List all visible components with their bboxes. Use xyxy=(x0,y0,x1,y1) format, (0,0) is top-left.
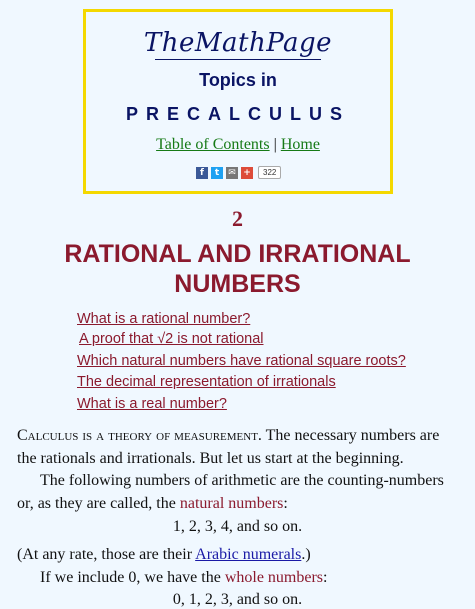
whole-numbers-paragraph xyxy=(40,566,458,589)
share-count: 322 xyxy=(258,166,281,179)
table-of-contents-link[interactable]: Table of Contents xyxy=(156,136,270,153)
header-nav xyxy=(86,136,390,154)
natural-numbers-paragraph xyxy=(17,469,458,515)
whole-numbers-text: If we include 0, we have the xyxy=(40,569,225,586)
whole-numbers-line: 0, 1, 2, 3, and so on. xyxy=(172,591,303,608)
arabic-numerals-close: .) xyxy=(301,546,311,563)
toc-link-rational-number[interactable]: What is a rational number? xyxy=(77,311,251,327)
lesson-title: RATIONAL AND IRRATIONAL NUMBERS xyxy=(64,240,411,298)
toc-link-proof-sqrt2[interactable]: A proof that √2 is not rational xyxy=(79,331,264,347)
toc-link-decimal-representation[interactable]: The decimal representation of irrationals xyxy=(77,374,336,390)
logo-underline xyxy=(155,59,321,60)
site-logo[interactable]: TheMathPage xyxy=(143,28,333,58)
twitter-icon[interactable]: t xyxy=(211,167,223,179)
toc-link-natural-square-roots[interactable]: Which natural numbers have rational square roots? xyxy=(77,353,406,369)
subject-title: PRECALCULUS xyxy=(125,104,350,124)
arabic-numerals-paragraph xyxy=(17,543,458,566)
share-bar xyxy=(196,166,281,179)
facebook-icon[interactable]: f xyxy=(196,167,208,179)
arabic-numerals-link[interactable]: Arabic numerals xyxy=(195,546,302,563)
natural-numbers-term: natural numbers xyxy=(179,495,284,512)
natural-numbers-colon: : xyxy=(283,495,288,512)
intro-paragraph xyxy=(17,424,458,470)
natural-numbers-text: The following numbers of arithmetic are the counting-numbers or, as they are called, the xyxy=(17,472,444,512)
toc-link-real-number[interactable]: What is a real number? xyxy=(77,396,227,412)
intro-rest: . The necessary numbers are the rationals and irrationals. But let us start at the beginning. xyxy=(17,427,440,467)
topics-label: Topics in xyxy=(199,70,277,90)
intro-smallcaps: Calculus is a theory of measurement xyxy=(17,427,258,444)
site-header xyxy=(83,9,393,194)
arabic-numerals-text: (At any rate, those are their xyxy=(17,546,196,563)
whole-numbers-colon: : xyxy=(323,569,328,586)
home-link[interactable]: Home xyxy=(280,136,320,153)
nav-separator: | xyxy=(273,136,277,153)
plus-icon[interactable]: + xyxy=(241,167,253,179)
lesson-number: 2 xyxy=(232,206,243,231)
email-icon[interactable]: ✉ xyxy=(226,167,238,179)
whole-numbers-term: whole numbers xyxy=(224,569,324,586)
counting-numbers-line: 1, 2, 3, 4, and so on. xyxy=(172,518,303,535)
